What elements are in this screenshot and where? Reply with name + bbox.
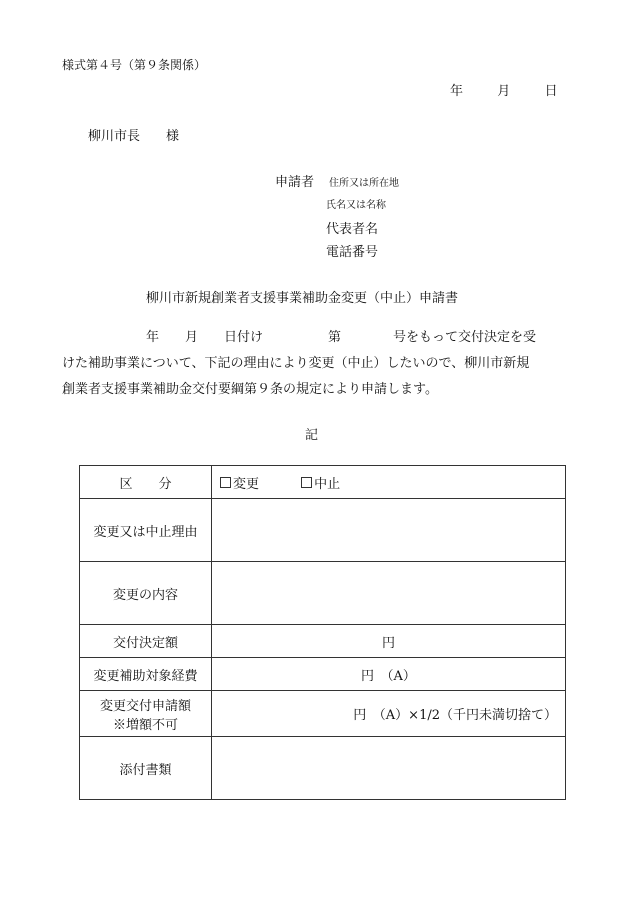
table-row — [80, 562, 566, 625]
addressee: 柳川市長 様 — [88, 129, 180, 144]
table-row — [80, 499, 566, 562]
table-row — [80, 466, 566, 499]
option-change[interactable]: 変更 — [220, 473, 259, 492]
decision-amount-label: 交付決定額 — [80, 625, 212, 658]
body-line-3: 創業者支援事業補助金交付要綱第９条の規定により申請します。 — [62, 382, 438, 397]
reason-label: 変更又は中止理由 — [80, 499, 212, 562]
option-cancel[interactable]: 中止 — [301, 473, 340, 492]
table-row — [80, 737, 566, 800]
body-line-2: けた補助事業について、下記の理由により変更（中止）したいので、柳川市新規 — [62, 356, 530, 371]
form-number: 様式第４号（第９条関係） — [62, 58, 207, 72]
applicant-representative-label: 代表者名 — [326, 222, 379, 237]
request-amount-label: 変更交付申請額 ※増額不可 — [80, 691, 212, 737]
content-label: 変更の内容 — [80, 562, 212, 625]
checkbox-cancel[interactable] — [301, 477, 312, 488]
expense-label: 変更補助対象経費 — [80, 658, 212, 691]
date-year: 年 — [450, 84, 464, 99]
document-title: 柳川市新規創業者支援事業補助金変更（中止）申請書 — [146, 291, 459, 306]
body-line-1: 年 月 日付け 第 号をもって交付決定を受 — [146, 330, 537, 345]
application-table — [79, 465, 566, 800]
applicant-label: 申請者 — [275, 175, 315, 190]
table-row — [80, 625, 566, 658]
date-day: 日 — [544, 84, 558, 99]
category-options — [212, 466, 566, 499]
applicant-address-label: 住所又は所在地 — [329, 178, 399, 189]
applicant-name-label: 氏名又は名称 — [326, 200, 386, 211]
date-line — [450, 80, 558, 99]
request-amount-field[interactable]: 円 （A）×1/2（千円未満切捨て） — [212, 691, 566, 737]
table-row — [80, 658, 566, 691]
ki-heading: 記 — [305, 428, 319, 443]
table-row — [80, 691, 566, 737]
category-label: 区 分 — [80, 466, 212, 499]
date-month: 月 — [497, 84, 511, 99]
reason-field[interactable] — [212, 499, 566, 562]
content-field[interactable] — [212, 562, 566, 625]
checkbox-change[interactable] — [220, 477, 231, 488]
attachments-label: 添付書類 — [80, 737, 212, 800]
applicant-phone-label: 電話番号 — [326, 245, 379, 260]
attachments-field[interactable] — [212, 737, 566, 800]
decision-amount-field[interactable]: 円 — [212, 625, 566, 658]
expense-field[interactable]: 円 （A） — [212, 658, 566, 691]
